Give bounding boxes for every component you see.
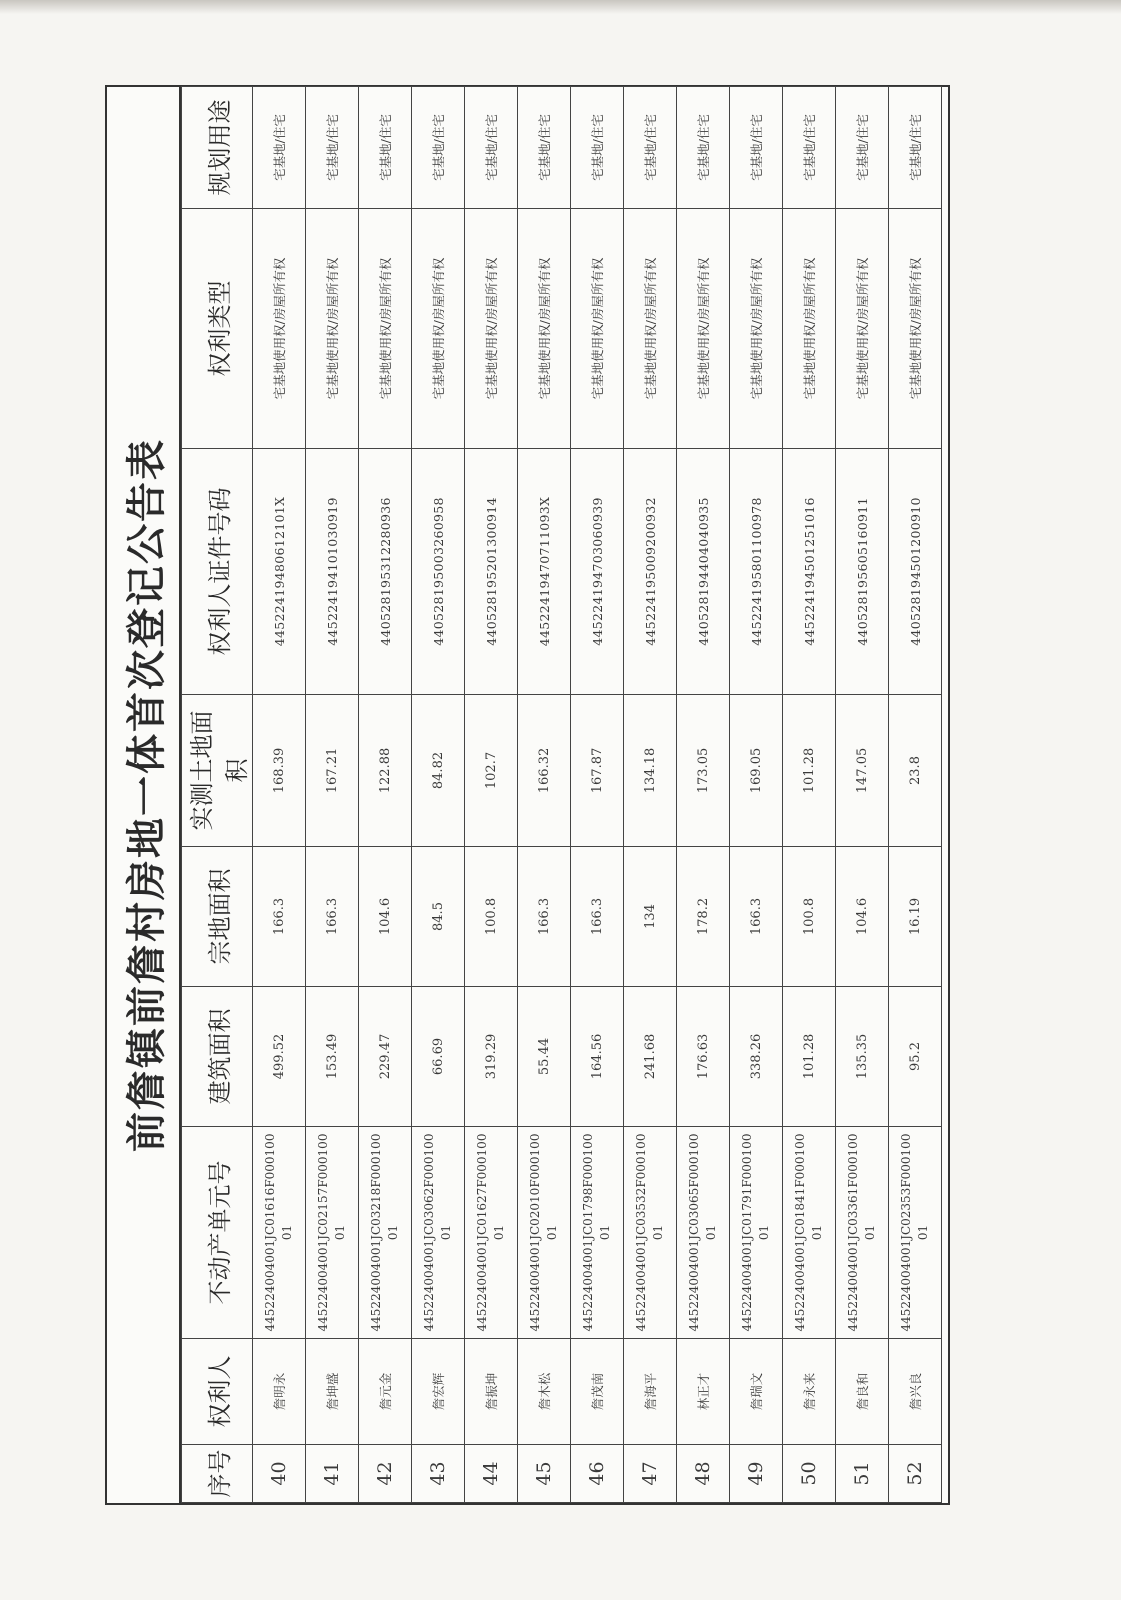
- cell-building-area: 55.44: [518, 987, 571, 1127]
- table-row: [412, 87, 465, 1503]
- cell-unit-no: 445224004001JC01616F00010001: [253, 1127, 306, 1339]
- cell-surveyed-area: 173.05: [677, 695, 730, 847]
- cell-right-type: 宅基地使用权/房屋所有权: [730, 209, 783, 449]
- cell-parcel-area: 100.8: [783, 847, 836, 987]
- cell-surveyed-area: 169.05: [730, 695, 783, 847]
- col-header-use: 规划用途: [182, 87, 253, 209]
- cell-seq: 41: [306, 1445, 359, 1503]
- cell-owner: 詹茂南: [571, 1339, 624, 1445]
- cell-owner: 詹元金: [359, 1339, 412, 1445]
- cell-id-no: 445224194703060939: [571, 449, 624, 695]
- cell-id-no: 440528195201300914: [465, 449, 518, 695]
- cell-seq: 47: [624, 1445, 677, 1503]
- col-header-seq: 序号: [182, 1445, 253, 1503]
- col-header-right-type: 权利类型: [182, 209, 253, 449]
- cell-use: 宅基地/住宅: [571, 87, 624, 209]
- cell-id-no: 440528194501200910: [889, 449, 942, 695]
- table-header-row: [182, 87, 253, 1503]
- cell-owner: 詹明永: [253, 1339, 306, 1445]
- cell-building-area: 338.26: [730, 987, 783, 1127]
- cell-seq: 40: [253, 1445, 306, 1503]
- cell-building-area: 229.47: [359, 987, 412, 1127]
- table-row: [836, 87, 889, 1503]
- cell-surveyed-area: 167.87: [571, 695, 624, 847]
- cell-id-no: 44522419480612101X: [253, 449, 306, 695]
- cell-unit-no: 445224004001JC02010F00010001: [518, 1127, 571, 1339]
- cell-parcel-area: 104.6: [359, 847, 412, 987]
- cell-building-area: 241.68: [624, 987, 677, 1127]
- cell-surveyed-area: 167.21: [306, 695, 359, 847]
- cell-seq: 42: [359, 1445, 412, 1503]
- cell-unit-no: 445224004001JC01627F00010001: [465, 1127, 518, 1339]
- cell-surveyed-area: 23.8: [889, 695, 942, 847]
- cell-id-no: 445224195801100978: [730, 449, 783, 695]
- cell-unit-no: 445224004001JC03532F00010001: [624, 1127, 677, 1339]
- cell-owner: 詹木松: [518, 1339, 571, 1445]
- cell-right-type: 宅基地使用权/房屋所有权: [359, 209, 412, 449]
- registration-table: [181, 86, 942, 1503]
- announcement-sheet: [105, 85, 950, 1505]
- table-row: [306, 87, 359, 1503]
- cell-right-type: 宅基地使用权/房屋所有权: [306, 209, 359, 449]
- cell-surveyed-area: 102.7: [465, 695, 518, 847]
- cell-building-area: 135.35: [836, 987, 889, 1127]
- cell-use: 宅基地/住宅: [253, 87, 306, 209]
- table-row: [889, 87, 942, 1503]
- cell-use: 宅基地/住宅: [306, 87, 359, 209]
- cell-right-type: 宅基地使用权/房屋所有权: [465, 209, 518, 449]
- cell-seq: 50: [783, 1445, 836, 1503]
- col-header-owner: 权利人: [182, 1339, 253, 1445]
- cell-parcel-area: 166.3: [730, 847, 783, 987]
- scan-top-edge: [0, 0, 1121, 14]
- cell-building-area: 176.63: [677, 987, 730, 1127]
- cell-owner: 詹坤盛: [306, 1339, 359, 1445]
- col-header-parcel-area: 宗地面积: [182, 847, 253, 987]
- cell-parcel-area: 166.3: [253, 847, 306, 987]
- cell-parcel-area: 178.2: [677, 847, 730, 987]
- cell-unit-no: 445224004001JC03062F00010001: [412, 1127, 465, 1339]
- cell-surveyed-area: 101.28: [783, 695, 836, 847]
- cell-seq: 52: [889, 1445, 942, 1503]
- cell-unit-no: 445224004001JC03361F00010001: [836, 1127, 889, 1339]
- cell-id-no: 445224194101030919: [306, 449, 359, 695]
- cell-parcel-area: 104.6: [836, 847, 889, 987]
- table-row: [571, 87, 624, 1503]
- cell-building-area: 319.29: [465, 987, 518, 1127]
- cell-parcel-area: 166.3: [306, 847, 359, 987]
- cell-right-type: 宅基地使用权/房屋所有权: [783, 209, 836, 449]
- cell-building-area: 66.69: [412, 987, 465, 1127]
- cell-owner: 林正才: [677, 1339, 730, 1445]
- cell-surveyed-area: 147.05: [836, 695, 889, 847]
- table-row: [677, 87, 730, 1503]
- cell-use: 宅基地/住宅: [518, 87, 571, 209]
- cell-id-no: 44522419470711093X: [518, 449, 571, 695]
- cell-unit-no: 445224004001JC01841F00010001: [783, 1127, 836, 1339]
- cell-right-type: 宅基地使用权/房屋所有权: [624, 209, 677, 449]
- cell-parcel-area: 16.19: [889, 847, 942, 987]
- table-row: [624, 87, 677, 1503]
- cell-surveyed-area: 84.82: [412, 695, 465, 847]
- cell-seq: 45: [518, 1445, 571, 1503]
- cell-id-no: 440528195003260958: [412, 449, 465, 695]
- cell-unit-no: 445224004001JC03218F00010001: [359, 1127, 412, 1339]
- table-row: [359, 87, 412, 1503]
- cell-building-area: 153.49: [306, 987, 359, 1127]
- cell-surveyed-area: 122.88: [359, 695, 412, 847]
- col-header-surveyed-area: 实测土地面积: [182, 695, 253, 847]
- cell-owner: 詹海平: [624, 1339, 677, 1445]
- cell-owner: 詹兴良: [889, 1339, 942, 1445]
- cell-use: 宅基地/住宅: [730, 87, 783, 209]
- cell-seq: 44: [465, 1445, 518, 1503]
- cell-surveyed-area: 166.32: [518, 695, 571, 847]
- cell-use: 宅基地/住宅: [783, 87, 836, 209]
- cell-parcel-area: 134: [624, 847, 677, 987]
- cell-seq: 48: [677, 1445, 730, 1503]
- cell-id-no: 440528195312280936: [359, 449, 412, 695]
- cell-use: 宅基地/住宅: [359, 87, 412, 209]
- cell-parcel-area: 84.5: [412, 847, 465, 987]
- cell-parcel-area: 166.3: [518, 847, 571, 987]
- cell-seq: 49: [730, 1445, 783, 1503]
- cell-seq: 43: [412, 1445, 465, 1503]
- cell-id-no: 445224194501251016: [783, 449, 836, 695]
- cell-use: 宅基地/住宅: [889, 87, 942, 209]
- cell-id-no: 440528195605160911: [836, 449, 889, 695]
- cell-surveyed-area: 134.18: [624, 695, 677, 847]
- cell-seq: 51: [836, 1445, 889, 1503]
- cell-id-no: 445224195009200932: [624, 449, 677, 695]
- cell-owner: 詹良和: [836, 1339, 889, 1445]
- page-title: 前詹镇前詹村房地一体首次登记公告表: [107, 87, 181, 1503]
- cell-right-type: 宅基地使用权/房屋所有权: [677, 209, 730, 449]
- col-header-building-area: 建筑面积: [182, 987, 253, 1127]
- cell-use: 宅基地/住宅: [624, 87, 677, 209]
- cell-use: 宅基地/住宅: [465, 87, 518, 209]
- cell-owner: 詹瑞文: [730, 1339, 783, 1445]
- cell-use: 宅基地/住宅: [836, 87, 889, 209]
- table-row: [253, 87, 306, 1503]
- cell-use: 宅基地/住宅: [677, 87, 730, 209]
- table-row: [465, 87, 518, 1503]
- cell-owner: 詹宏辉: [412, 1339, 465, 1445]
- cell-right-type: 宅基地使用权/房屋所有权: [836, 209, 889, 449]
- cell-building-area: 499.52: [253, 987, 306, 1127]
- cell-id-no: 440528194404040935: [677, 449, 730, 695]
- table-row: [518, 87, 571, 1503]
- cell-right-type: 宅基地使用权/房屋所有权: [518, 209, 571, 449]
- cell-right-type: 宅基地使用权/房屋所有权: [571, 209, 624, 449]
- table-row: [730, 87, 783, 1503]
- cell-unit-no: 445224004001JC01798F00010001: [571, 1127, 624, 1339]
- cell-unit-no: 445224004001JC03065F00010001: [677, 1127, 730, 1339]
- cell-right-type: 宅基地使用权/房屋所有权: [889, 209, 942, 449]
- cell-use: 宅基地/住宅: [412, 87, 465, 209]
- cell-unit-no: 445224004001JC01791F00010001: [730, 1127, 783, 1339]
- cell-right-type: 宅基地使用权/房屋所有权: [412, 209, 465, 449]
- cell-parcel-area: 100.8: [465, 847, 518, 987]
- cell-building-area: 95.2: [889, 987, 942, 1127]
- cell-unit-no: 445224004001JC02353F00010001: [889, 1127, 942, 1339]
- cell-right-type: 宅基地使用权/房屋所有权: [253, 209, 306, 449]
- cell-owner: 詹振坤: [465, 1339, 518, 1445]
- col-header-unit-no: 不动产单元号: [182, 1127, 253, 1339]
- col-header-id-no: 权利人证件号码: [182, 449, 253, 695]
- cell-surveyed-area: 168.39: [253, 695, 306, 847]
- cell-owner: 詹永来: [783, 1339, 836, 1445]
- cell-unit-no: 445224004001JC02157F00010001: [306, 1127, 359, 1339]
- cell-seq: 46: [571, 1445, 624, 1503]
- cell-building-area: 164.56: [571, 987, 624, 1127]
- cell-building-area: 101.28: [783, 987, 836, 1127]
- table-row: [783, 87, 836, 1503]
- cell-parcel-area: 166.3: [571, 847, 624, 987]
